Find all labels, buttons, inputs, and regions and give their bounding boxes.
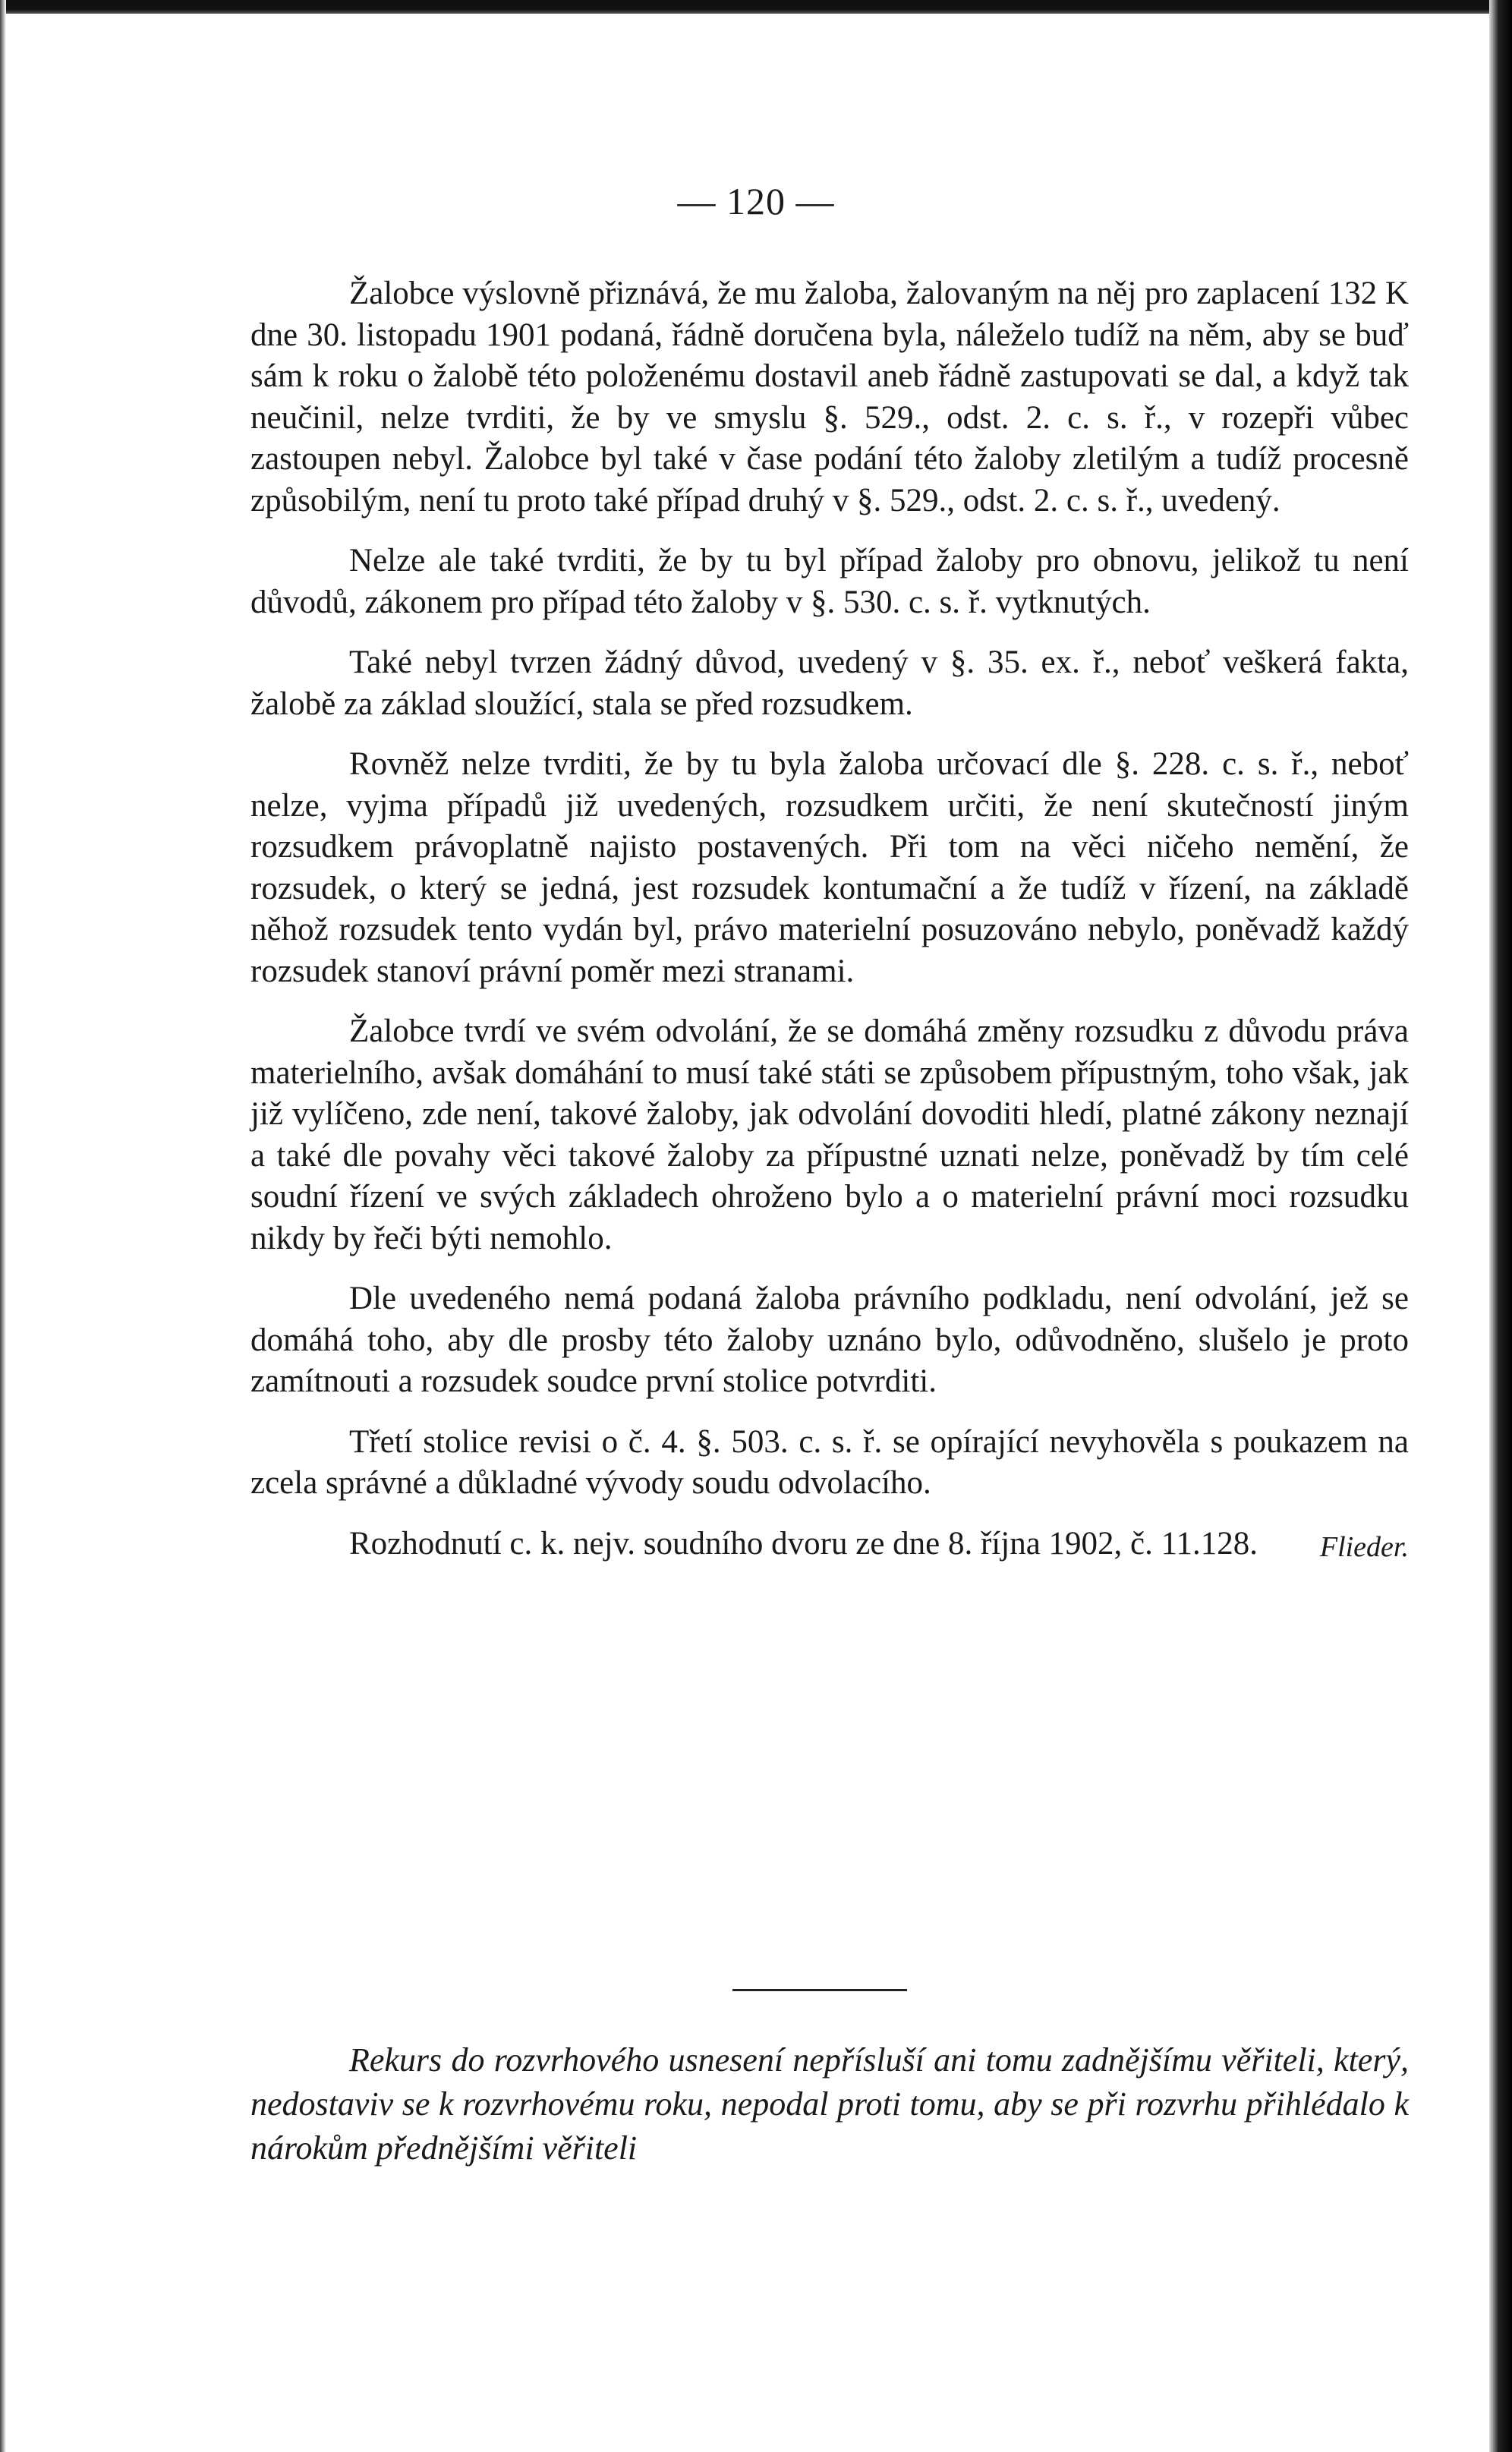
paragraph: Také nebyl tvrzen žádný důvod, uvedený v §. 35. ex. ř., neboť veškerá fakta, žalobě za základ sloužící, stala se před rozsudkem. xyxy=(250,645,1409,722)
decision-citation xyxy=(250,1524,1409,1568)
scan-border-left xyxy=(0,0,6,2452)
paragraph: Žalobce tvrdí ve svém odvolání, že se domáhá změny rozsudku z důvodu práva materielního, avšak domáhání to musí také státi se způsobem přípustným, toho však, jak již vylíčeno, zde není, takové žaloby, jak odvolání dovoditi hledí, platné zákony neznají a také dle povahy věci takové žaloby za přípustné uznati nelze, poněvadž by tím celé soudní řízení ve svých základech ohroženo bylo a o materielní právní moci rozsudku nikdy by řeči býti nemohlo. xyxy=(250,1013,1409,1256)
section-divider xyxy=(732,1989,907,1991)
paragraph: Žalobce výslovně přiznává, že mu žaloba, žalovaným na něj pro zaplacení 132 K dne 30. listopadu 1901 podaná, řádně doručena byla, náleželo tudíž na něm, aby se buď sám k roku o žalobě této položenému dostavil aneb řádně zastupovati se dal, a když tak neučinil, nelze tvrditi, že by ve smyslu §. 529., odst. 2. c. s. ř., v rozepři vůbec zastoupen nebyl. Žalobce byl také v čase podání této žaloby zletilým a tudíž procesně způsobilým, není tu proto také případ druhý v §. 529., odst. 2. c. s. ř., uvedený. xyxy=(250,276,1409,518)
paragraph: Rovněž nelze tvrditi, že by tu byla žaloba určovací dle §. 228. c. s. ř., neboť nelze, vyjma případů již uvedených, rozsudkem určiti, že není skutečností jiným rozsudkem právoplatně najisto postavených. Při tom na věci ničeho nemění, že rozsudek, o který se jedná, jest rozsudek kontumační a že tudíž v řízení, na základě něhož rozsudek tento vydán byl, právo materielní posuzováno nebylo, poněvadž každý rozsudek stanoví právní poměr mezi stranami. xyxy=(250,746,1409,989)
paragraph: Nelze ale také tvrditi, že by tu byl případ žaloby pro obnovu, jelikož tu není důvodů, zákonem pro případ této žaloby v §. 530. c. s. ř. vytknutých. xyxy=(250,543,1409,620)
paragraph: Třetí stolice revisi o č. 4. §. 503. c. s. ř. se opírající nevyhověla s poukazem na zcela správné a důkladné vývody soudu odvolacího. xyxy=(250,1423,1409,1501)
body-text xyxy=(250,273,1409,1568)
decision-text: Rozhodnutí c. k. nejv. soudního dvoru ze dne 8. října 1902, č. 11.128. xyxy=(349,1525,1258,1562)
headnote: Rekurs do rozvrhového usnesení nepřísluší ani tomu zadnějšímu věřiteli, který, nedostaviv se k rozvrhovému roku, nepodal proti tomu, aby se při rozvrhu přihlédalo k nárokům přednějšími věřiteli xyxy=(250,2041,1409,2167)
scan-border-top xyxy=(0,0,1512,14)
judge-signature: Flieder. xyxy=(1319,1530,1409,1563)
paragraph: Dle uvedeného nemá podaná žaloba právního podkladu, není odvolání, jež se domáhá toho, aby dle prosby této žaloby uznáno bylo, odůvodněno, slušelo je proto zamítnouti a rozsudek soudce první stolice potvrditi. xyxy=(250,1281,1409,1399)
scan-border-right xyxy=(1489,0,1512,2452)
page-number: — 120 — xyxy=(677,180,835,222)
